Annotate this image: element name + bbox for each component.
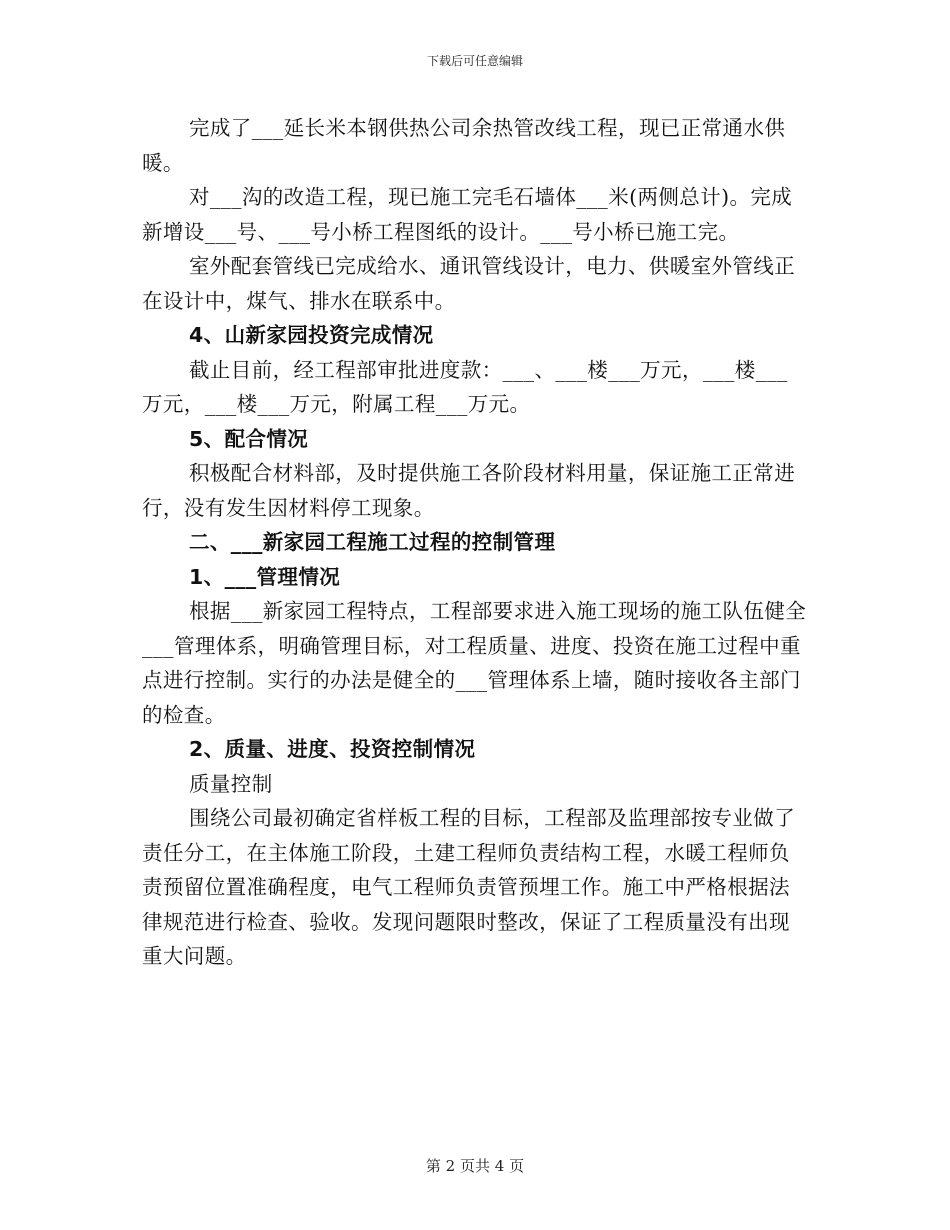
paragraph: 积极配合材料部，及时提供施工各阶段材料用量，保证施工正常进行，没有发生因材料停工现象。 (142, 461, 796, 520)
paragraph: 围绕公司最初确定省样板工程的目标，工程部及监理部按专业做了责任分工，在主体施工阶段，土建工程师负责结构工程，水暖工程师负责预留位置准确程度，电气工程师负责管预埋工作。施工中严格根据法律规范进行检查、验收。发现问题限时整改，保证了工程质量没有出现重大问题。 (142, 806, 796, 968)
page-header: 下载后可任意编辑 (426, 54, 523, 68)
paragraph: 对___沟的改造工程，现已施工完毛石墙体___米(两侧总计)。完成新增设___号、___号小桥工程图纸的设计。___号小桥已施工完。 (142, 185, 793, 244)
page-footer: 第 2 页共 4 页 (425, 1157, 525, 1175)
section-heading: 4、山新家园投资完成情况 (189, 323, 434, 347)
section-heading: 二、___新家园工程施工过程的控制管理 (189, 530, 556, 554)
paragraph: 室外配套管线已完成给水、通讯管线设计，电力、供暖室外管线正在设计中，煤气、排水在联系中。 (142, 254, 796, 313)
section-heading: 5、配合情况 (189, 426, 309, 451)
section-heading: 1、___管理情况 (189, 564, 341, 589)
document-body (142, 111, 808, 974)
section-heading: 2、质量、进度、投资控制情况 (189, 737, 476, 761)
paragraph: 截止目前，经工程部审批进度款：___、___楼___万元，___楼___万元，___楼___万元，附属工程___万元。 (142, 357, 788, 416)
paragraph: 根据___新家园工程特点，工程部要求进入施工现场的施工队伍健全___管理体系，明确管理目标，对工程质量、进度、投资在施工过程中重点进行控制。实行的办法是健全的___管理体系上墙，随时接收各主部门的检查。 (142, 599, 807, 727)
paragraph: 质量控制 (189, 771, 273, 796)
paragraph: 完成了___延长米本钢供热公司余热管改线工程，现已正常通水供暖。 (142, 116, 786, 175)
